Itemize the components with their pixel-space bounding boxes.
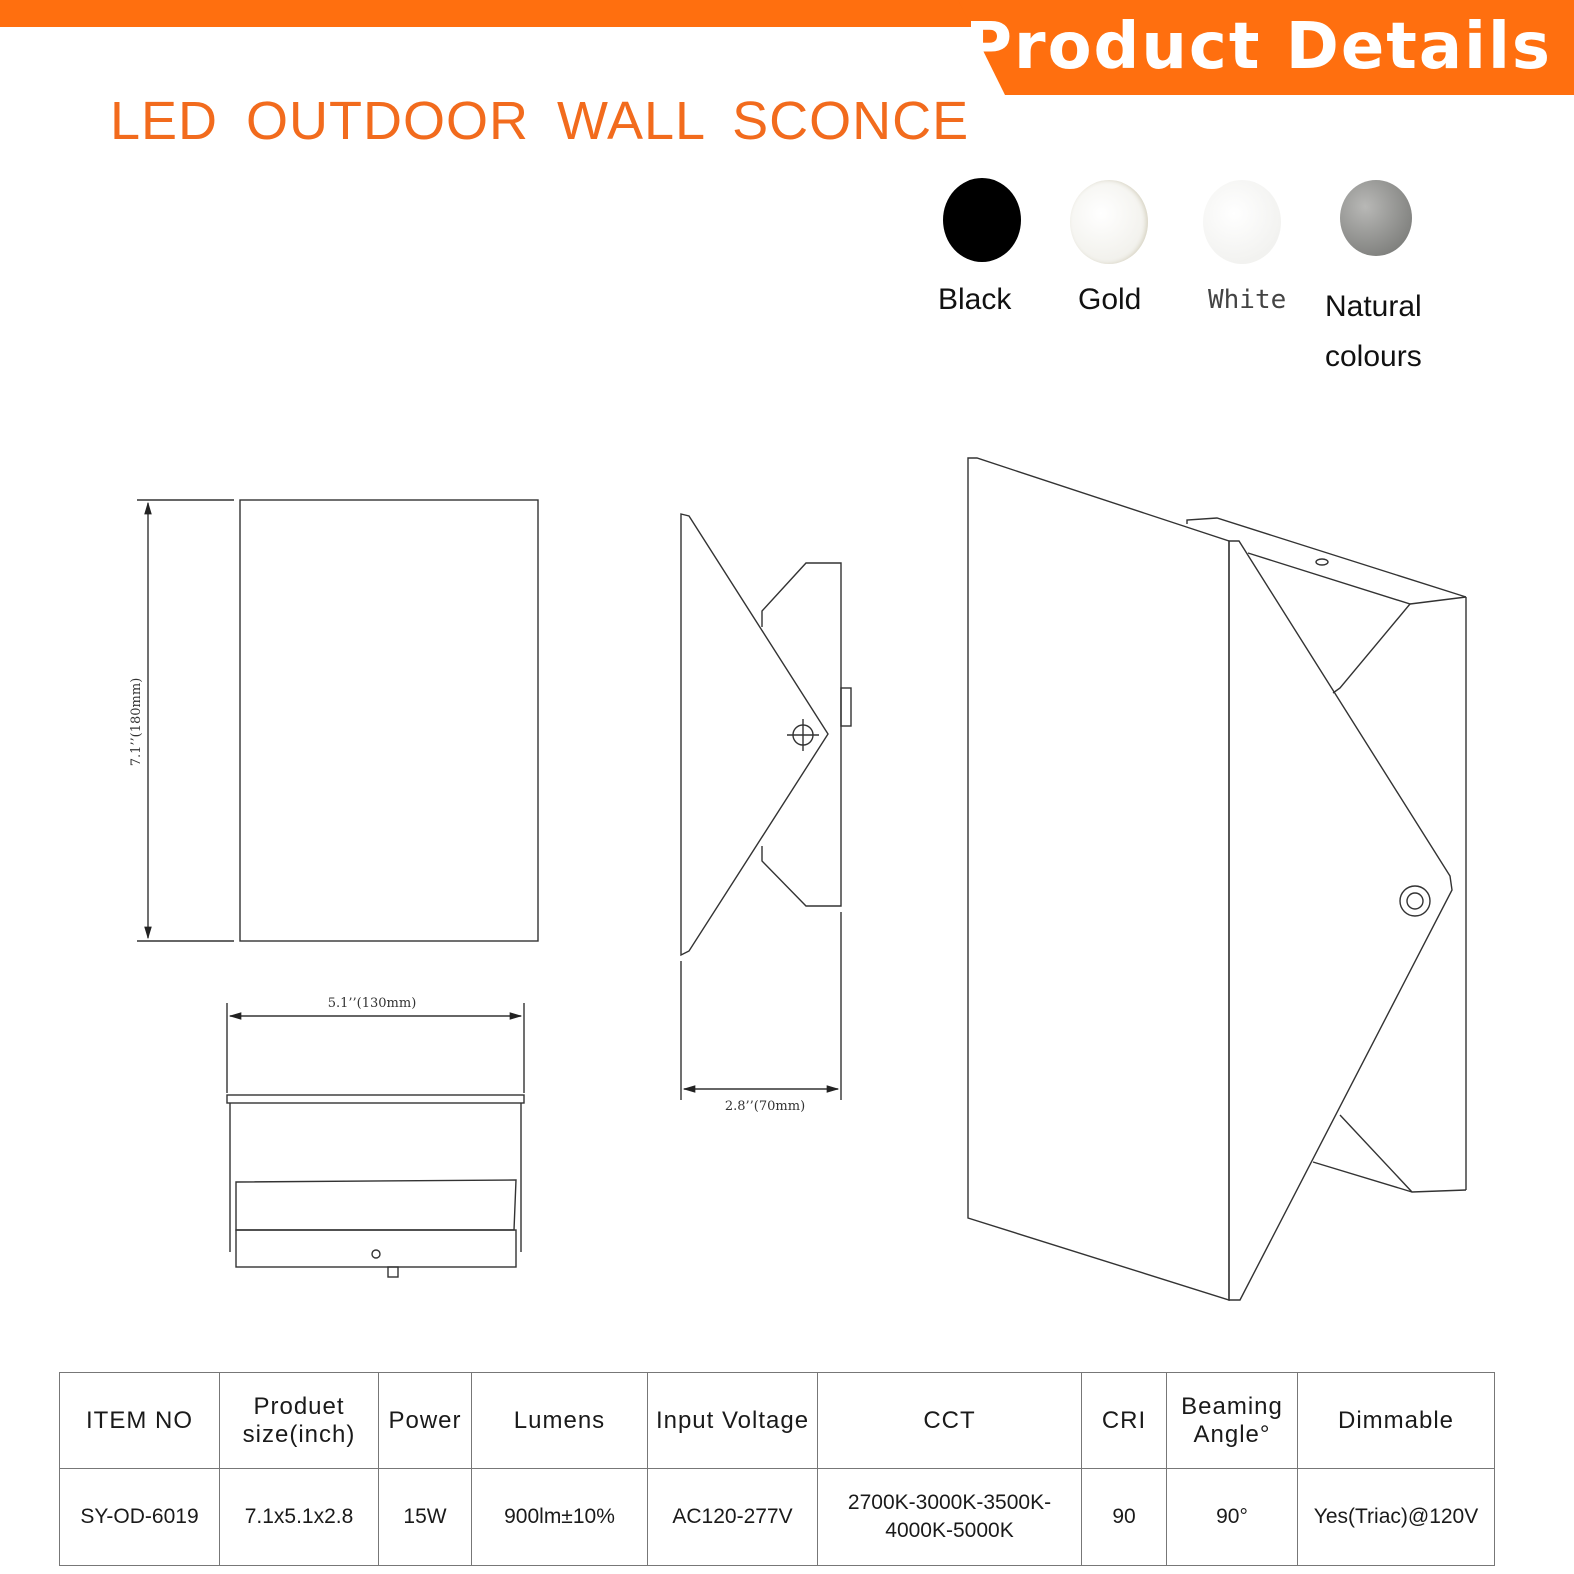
perspective-top-hole xyxy=(1316,559,1328,565)
width-dimension-label: 5.1’’(130mm) xyxy=(327,996,417,1011)
bottom-base xyxy=(236,1230,516,1267)
side-tab xyxy=(841,688,851,726)
swatch-label-gold: Gold xyxy=(1078,283,1142,316)
header-cct: CCT xyxy=(818,1373,1082,1469)
perspective-bracket-bottom xyxy=(1340,1115,1466,1192)
depth-dimension-label: 2.8’’(70mm) xyxy=(724,1099,806,1114)
bottom-housing xyxy=(236,1180,516,1230)
cell-input-voltage: AC120-277V xyxy=(648,1469,818,1566)
bottom-plate xyxy=(227,1095,524,1103)
side-view-drawing xyxy=(681,514,851,1100)
header-input-voltage: Input Voltage xyxy=(648,1373,818,1469)
header-beam-angle: Beaming Angle° xyxy=(1167,1373,1298,1469)
spec-header-row xyxy=(60,1373,1495,1469)
perspective-screw-outer xyxy=(1400,886,1430,916)
front-panel xyxy=(240,500,538,941)
header-lumens: Lumens xyxy=(472,1373,648,1469)
bottom-view-drawing xyxy=(227,1003,524,1277)
cell-power: 15W xyxy=(379,1469,472,1566)
perspective-front-face xyxy=(968,458,1229,1300)
cell-beam-angle: 90° xyxy=(1167,1469,1298,1566)
cell-cri: 90 xyxy=(1082,1469,1167,1566)
cell-product-size: 7.1x5.1x2.8 xyxy=(220,1469,379,1566)
page-header-title: Product Details xyxy=(965,10,1552,84)
cell-lumens: 900lm±10% xyxy=(472,1469,648,1566)
perspective-bracket-top xyxy=(1248,553,1410,693)
cell-item-no: SY-OD-6019 xyxy=(60,1469,220,1566)
header-product-size: Produet size(inch) xyxy=(220,1373,379,1469)
swatch-label-natural: Natural colours xyxy=(1325,290,1422,373)
swatch-label-white: White xyxy=(1208,285,1287,315)
header-item-no: ITEM NO xyxy=(60,1373,220,1469)
height-dimension-label: 7.1’’(180mm) xyxy=(129,677,144,767)
cell-cct: 2700K-3000K-3500K-4000K-5000K xyxy=(818,1469,1082,1566)
perspective-bracket-edge xyxy=(1410,597,1466,604)
perspective-screw-inner xyxy=(1407,893,1423,909)
spec-data-row xyxy=(60,1469,1495,1566)
perspective-side-face xyxy=(1229,541,1452,1300)
header-cri: CRI xyxy=(1082,1373,1167,1469)
bottom-screw xyxy=(372,1250,380,1258)
product-title: LED OUTDOOR WALL SCONCE xyxy=(110,91,970,151)
front-view-drawing xyxy=(137,500,538,941)
bottom-tab xyxy=(388,1267,398,1277)
swatch-label-black: Black xyxy=(938,283,1012,316)
perspective-view-drawing xyxy=(968,458,1466,1300)
header-dimmable: Dimmable xyxy=(1298,1373,1495,1469)
header-power: Power xyxy=(379,1373,472,1469)
cell-dimmable: Yes(Triac)@120V xyxy=(1298,1469,1495,1566)
spec-table xyxy=(59,1372,1495,1566)
